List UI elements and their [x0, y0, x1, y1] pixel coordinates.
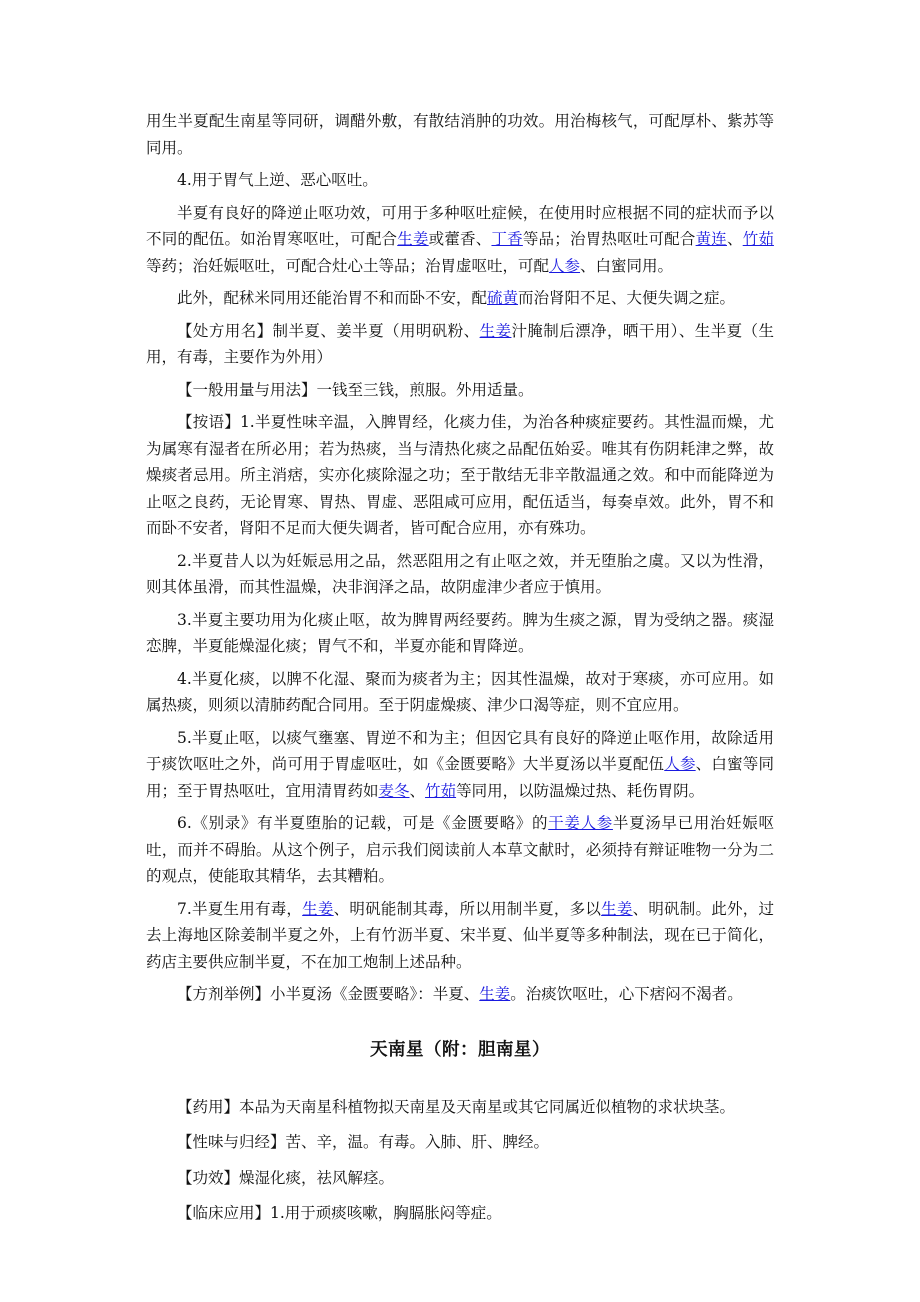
herb-link[interactable]: 硫黄	[487, 289, 519, 307]
paragraph-text: 3.半夏主要功用为化痰止呕，故为脾胃两经要药。脾为生痰之源，胃为受纳之器。痰湿恋脾，半夏能燥湿化痰；胃气不和，半夏亦能和胃降逆。	[146, 610, 774, 655]
herb-link[interactable]: 人参	[549, 256, 581, 275]
paragraph-text: 半夏有良好的降逆止呕功效，可用于多种呕吐症候，在使用时应根据不同的症状而予以不同的配伍。如治胃寒呕吐，可配合	[146, 203, 774, 248]
paragraph-text: 、明矾制。此外，过去上海地区除姜制半夏之外，上有竹沥半夏、宋半夏、仙半夏等多种制法，现在已于简化，药店主要供应制半夏，不在加工炮制上述品种。	[146, 899, 774, 971]
herb-link[interactable]: 生姜	[479, 321, 512, 340]
paragraph	[146, 318, 774, 371]
herb-link[interactable]: 生姜	[479, 985, 511, 1003]
section-paragraph: 【临床应用】1.用于顽痰咳嗽，胸膈胀闷等症。	[177, 1204, 502, 1222]
section-body	[146, 1094, 774, 1227]
paragraph-text: 【方剂举例】小半夏汤《金匮要略》：半夏、	[177, 985, 480, 1003]
paragraph	[146, 548, 774, 601]
paragraph-text: 6.《别录》有半夏堕胎的记载，可是《金匮要略》的	[177, 814, 549, 832]
herb-link[interactable]: 生姜	[302, 899, 334, 918]
paragraph-text: 、白蜜等同用；至于胃热呕吐，宜用清胃药如	[146, 755, 774, 800]
paragraph	[146, 666, 774, 719]
paragraph	[146, 725, 774, 805]
paragraph-text: 、白蜜同用。	[580, 256, 674, 275]
herb-link[interactable]: 竹茹	[742, 230, 774, 248]
paragraph-text: 7.半夏生用有毒，	[177, 899, 303, 918]
herb-link[interactable]: 生姜	[397, 230, 429, 248]
paragraph-text: 而治肾阳不足、大便失调之症。	[518, 289, 736, 307]
paragraph-text: 等品；治胃热呕吐可配合	[522, 230, 696, 248]
paragraph-text: 5.半夏止呕，以痰气壅塞、胃逆不和为主；但因它具有良好的降逆止呕作用，故除适用于痰饮呕吐之外，尚可用于胃虚呕吐，如《金匮要略》大半夏汤以半夏配伍	[146, 728, 774, 773]
paragraph	[146, 167, 774, 194]
paragraph	[146, 200, 774, 280]
paragraph-text: 4.用于胃气上逆、恶心呕吐。	[177, 171, 378, 189]
herb-link[interactable]: 竹茹	[425, 781, 457, 800]
paragraph	[146, 409, 774, 542]
herb-link[interactable]: 人参	[664, 755, 696, 773]
section-paragraph: 【药用】本品为天南星科植物拟天南星及天南星或其它同属近似植物的求状块茎。	[177, 1097, 736, 1116]
section-title: 天南星（附：胆南星）	[370, 1039, 550, 1060]
paragraph-text: 用生半夏配生南星等同研，调醋外敷，有散结消肿的功效。用治梅核气，可配厚朴、紫苏等同用。	[146, 112, 774, 157]
paragraph	[146, 896, 774, 976]
paragraph	[146, 810, 774, 890]
paragraph-text: 等同用，以防温燥过热、耗伤胃阴。	[456, 781, 705, 800]
paragraph	[146, 285, 774, 312]
herb-link[interactable]: 麦冬	[378, 781, 410, 800]
paragraph-text: 汁腌制后漂净，晒干用）、生半夏（生用，有毒，主要作为外用）	[146, 321, 774, 366]
paragraph	[146, 377, 774, 404]
herb-link[interactable]: 黄连	[695, 230, 727, 248]
herb-link[interactable]: 丁香	[491, 230, 523, 248]
paragraph-text: 、	[727, 230, 743, 248]
paragraph-text: 、明矾能制其毒，所以用制半夏，多以	[333, 899, 602, 918]
paragraph-text: 或藿香、	[428, 230, 492, 248]
paragraph-text: 此外，配秫米同用还能治胃不和而卧不安，配	[177, 289, 488, 307]
paragraph-text: 【处方用名】制半夏、姜半夏（用明矾粉、	[177, 321, 480, 340]
paragraph	[146, 108, 774, 161]
paragraph-text: 4.半夏化痰，以脾不化湿、聚而为痰者为主；因其性温燥，故对于寒痰，亦可应用。如属热痰，则须以清肺药配合同用。至于阴虚燥痰、津少口渴等症，则不宜应用。	[146, 669, 774, 714]
herb-link[interactable]: 干姜人参	[548, 814, 613, 832]
paragraph-text: 、	[409, 781, 426, 800]
paragraph	[146, 981, 774, 1008]
herb-link[interactable]: 生姜	[601, 899, 633, 918]
paragraph-text: 【按语】1.半夏性味辛温，入脾胃经，化痰力佳，为治各种痰症要药。其性温而燥，尤为属寒有湿者在所必用；若为热痰，当与清热化痰之品配伍始妥。唯其有伤阴耗津之弊，故燥痰者忌用。所主消痞，实亦化痰除湿之功；至于散结无非辛散温通之效。和中而能降逆为止呕之良药，无论胃寒、胃热、胃虚、恶阻咸可应用，配伍适当，每奏卓效。此外，胃不和而卧不安者，肾阳不足而大便失调者，皆可配合应用，亦有殊功。	[146, 413, 774, 537]
paragraph-text: 。治痰饮呕吐，心下痞闷不渴者。	[510, 985, 743, 1003]
section-paragraph: 【功效】燥湿化痰，祛风解痉。	[177, 1168, 395, 1187]
main-body	[146, 108, 774, 1008]
paragraph-text: 半夏汤早已用治妊娠呕吐，而并不碍胎。从这个例子，启示我们阅读前人本草文献时，必须持有辩证唯物一分为二的观点，使能取其精华，去其糟粕。	[146, 814, 774, 885]
paragraph-text: 等药；治妊娠呕吐，可配合灶心土等品；治胃虚呕吐，可配	[146, 256, 550, 275]
section-paragraph: 【性味与归经】苦、辛，温。有毒。入肺、肝、脾经。	[177, 1133, 550, 1151]
paragraph-text: 【一般用量与用法】一钱至三钱，煎服。外用适量。	[177, 380, 534, 399]
paragraph-text: 2.半夏昔人以为妊娠忌用之品，然恶阻用之有止呕之效，并无堕胎之虞。又以为性滑，则其体虽滑，而其性温燥，决非润泽之品，故阴虚津少者应于慎用。	[146, 551, 774, 596]
paragraph	[146, 607, 774, 660]
